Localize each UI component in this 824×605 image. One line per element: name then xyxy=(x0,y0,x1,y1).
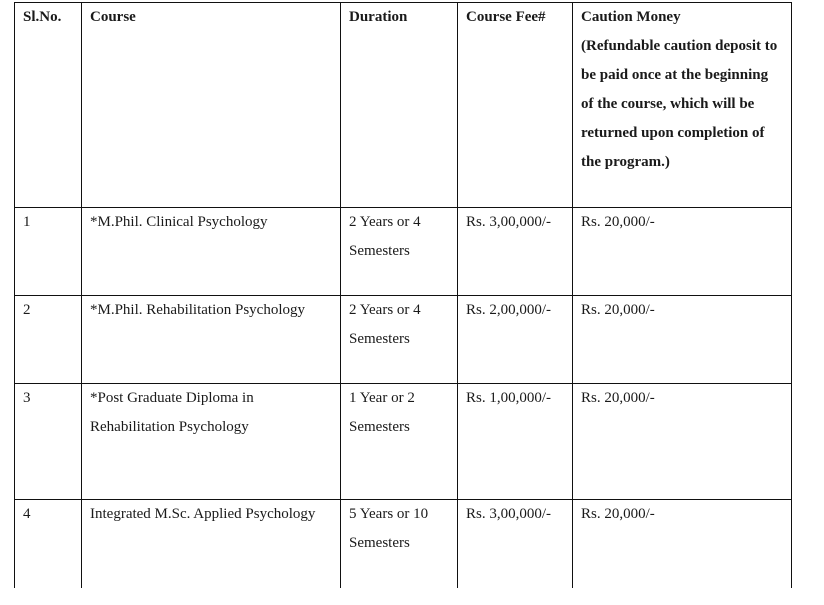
course-fee-table xyxy=(14,2,792,588)
header-caution-money xyxy=(573,3,792,208)
table-header-row xyxy=(15,3,792,208)
cell-course: *Post Graduate Diploma in Rehabilitation Psychology xyxy=(82,384,341,500)
cell-caution: Rs. 20,000/- xyxy=(573,208,792,296)
cell-caution: Rs. 20,000/- xyxy=(573,500,792,588)
cell-duration: 2 Years or 4 Semesters xyxy=(341,296,458,384)
cell-duration: 2 Years or 4 Semesters xyxy=(341,208,458,296)
cell-sl-no: 3 xyxy=(15,384,82,500)
cell-duration: 5 Years or 10 Semesters xyxy=(341,500,458,588)
cell-duration: 1 Year or 2 Semesters xyxy=(341,384,458,500)
cell-sl-no: 4 xyxy=(15,500,82,588)
cell-caution: Rs. 20,000/- xyxy=(573,296,792,384)
cell-course: *M.Phil. Rehabilitation Psychology xyxy=(82,296,341,384)
cell-fee: Rs. 3,00,000/- xyxy=(458,500,573,588)
header-duration: Duration xyxy=(341,3,458,208)
table-row xyxy=(15,296,792,384)
caution-money-note: (Refundable caution deposit to be paid once at the beginning of the course, which will be returned upon completion of the program.) xyxy=(581,38,778,170)
header-course: Course xyxy=(82,3,341,208)
cell-caution: Rs. 20,000/- xyxy=(573,384,792,500)
cell-course: *M.Phil. Clinical Psychology xyxy=(82,208,341,296)
cell-fee: Rs. 3,00,000/- xyxy=(458,208,573,296)
cell-fee: Rs. 1,00,000/- xyxy=(458,384,573,500)
table-row xyxy=(15,208,792,296)
table-row xyxy=(15,500,792,588)
header-course-fee: Course Fee# xyxy=(458,3,573,208)
cell-course: Integrated M.Sc. Applied Psychology xyxy=(82,500,341,588)
table-row xyxy=(15,384,792,500)
caution-money-title: Caution Money xyxy=(581,9,681,25)
cell-sl-no: 1 xyxy=(15,208,82,296)
cell-sl-no: 2 xyxy=(15,296,82,384)
header-sl-no: Sl.No. xyxy=(15,3,82,208)
cell-fee: Rs. 2,00,000/- xyxy=(458,296,573,384)
